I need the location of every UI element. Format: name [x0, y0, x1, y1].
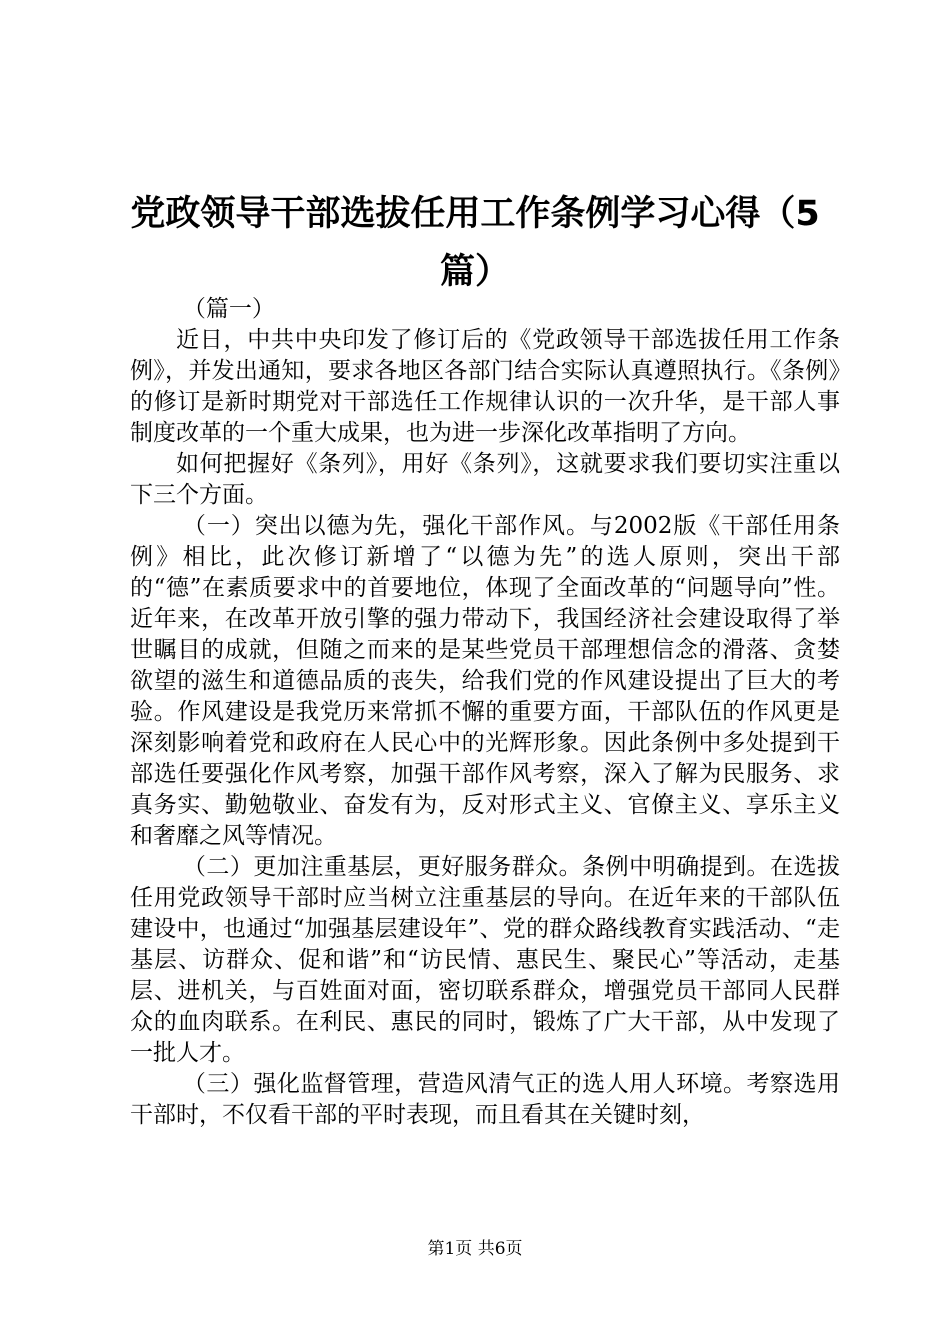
paragraph-point-one: （一）突出以德为先，强化干部作风。与2002版《干部任用条例》相比，此次修订新增了“以德为先”的选人原则，突出干部的“德”在素质要求中的首要地位，体现了全面改革的“问题导向”性。近年来，在改革开放引擎的强力带动下，我国经济社会建设取得了举世瞩目的成就，但随之而来的是某些党员干部理想信念的滑落、贪婪欲望的滋生和道德品质的丧失，给我们党的作风建设提出了巨大的考验。作风建设是我党历来常抓不懈的重要方面，干部队伍的作风更是深刻影响着党和政府在人民心中的光辉形象。因此条例中多处提到干部选任要强化作风考察，加强干部作风考察，深入了解为民服务、求真务实、勤勉敬业、奋发有为，反对形式主义、官僚主义、享乐主义和奢靡之风等情况。 [130, 513, 840, 849]
section-heading: （篇一） [182, 296, 275, 322]
paragraph-how-to: 如何把握好《条列》，用好《条列》，这就要求我们要切实注重以下三个方面。 [130, 451, 840, 508]
document-title: 党政领导干部选拔任用工作条例学习心得（5篇） [130, 194, 820, 292]
paragraph-point-three: （三）强化监督管理，营造风清气正的选人用人环境。考察选用干部时，不仅看干部的平时表现，而且看其在关键时刻， [130, 1071, 840, 1128]
paragraph-point-two: （二）更加注重基层，更好服务群众。条例中明确提到。在选拔任用党政领导干部时应当树立注重基层的导向。在近年来的干部队伍建设中，也通过“加强基层建设年”、党的群众路线教育实践活动、“走基层、访群众、促和谐”和“访民情、惠民生、聚民心”等活动，走基层、进机关，与百姓面对面，密切联系群众，增强党员干部同人民群众的血肉联系。在利民、惠民的同时，锻炼了广大干部，从中发现了一批人才。 [130, 854, 840, 1066]
page-number-footer: 第1页 共6页 [427, 1239, 523, 1259]
document-body [130, 294, 840, 1131]
paragraph-intro: 近日，中共中央印发了修订后的《党政领导干部选拔任用工作条例》，并发出通知，要求各地区各部门结合实际认真遵照执行。《条例》的修订是新时期党对干部选任工作规律认识的一次升华，是干部人事制度改革的一个重大成果，也为进一步深化改革指明了方向。 [130, 327, 840, 446]
